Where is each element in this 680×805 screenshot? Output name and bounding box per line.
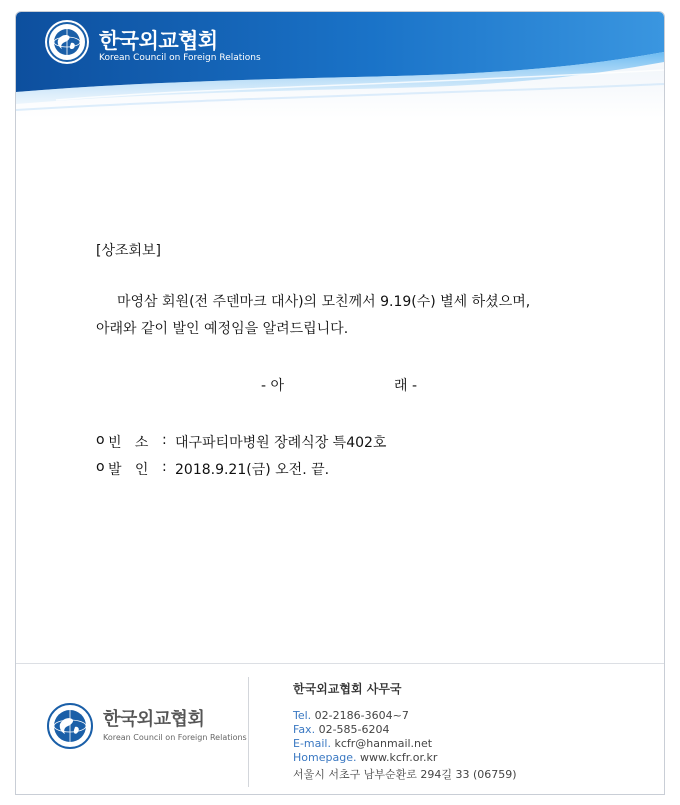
item-value: 대구파티마병원 장례식장 특402호 [175,435,387,451]
footer-divider [16,663,664,664]
item-separator: : [162,459,167,475]
header-org-name-en: Korean Council on Foreign Relations [99,53,261,63]
contact-homepage-link[interactable]: www.kcfr.or.kr [359,751,438,764]
footer-org-name-ko: 한국외교협회 [103,709,205,730]
globe-emblem-icon [44,19,90,65]
below-heading-left: - 아 [261,378,285,394]
footer-vertical-divider [248,677,249,787]
notice-category: [상조회보] [96,243,162,259]
header-org-name-ko: 한국외교협회 [99,29,218,53]
contact-homepage [293,751,437,764]
contact-label: Homepage. [293,751,357,764]
contact-email [293,737,432,750]
item-value: 2018.9.21(금) 오전. 끝. [175,462,330,478]
contact-label: Fax. [293,723,316,736]
notice-line-1: 마영삼 회원(전 주덴마크 대사)의 모친께서 9.19(수) 별세 하셨으며, [117,294,531,310]
item-separator: : [162,432,167,448]
item-label: 빈 소 [108,435,149,451]
contact-label: E-mail. [293,737,331,750]
contact-label: Tel. [293,709,312,722]
header-banner [16,12,664,118]
item-label: 발 인 [108,462,149,478]
office-title: 한국외교협회 사무국 [293,682,402,696]
newsletter-frame [15,11,665,795]
office-address: 서울시 서초구 남부순환로 294길 33 (06759) [293,768,517,781]
contact-value: 02-585-6204 [318,723,390,736]
contact-tel [293,709,409,722]
item-bullet: o [96,432,105,448]
footer-org-name-en: Korean Council on Foreign Relations [103,733,247,742]
contact-email-link[interactable]: kcfr@hanmail.net [334,737,433,750]
footer-globe-emblem-icon [47,703,93,749]
item-bullet: o [96,459,105,475]
below-heading-right: 래 - [394,378,418,394]
contact-value: 02-2186-3604~7 [314,709,409,722]
contact-fax [293,723,390,736]
notice-line-2: 아래와 같이 발인 예정임을 알려드립니다. [96,321,349,337]
